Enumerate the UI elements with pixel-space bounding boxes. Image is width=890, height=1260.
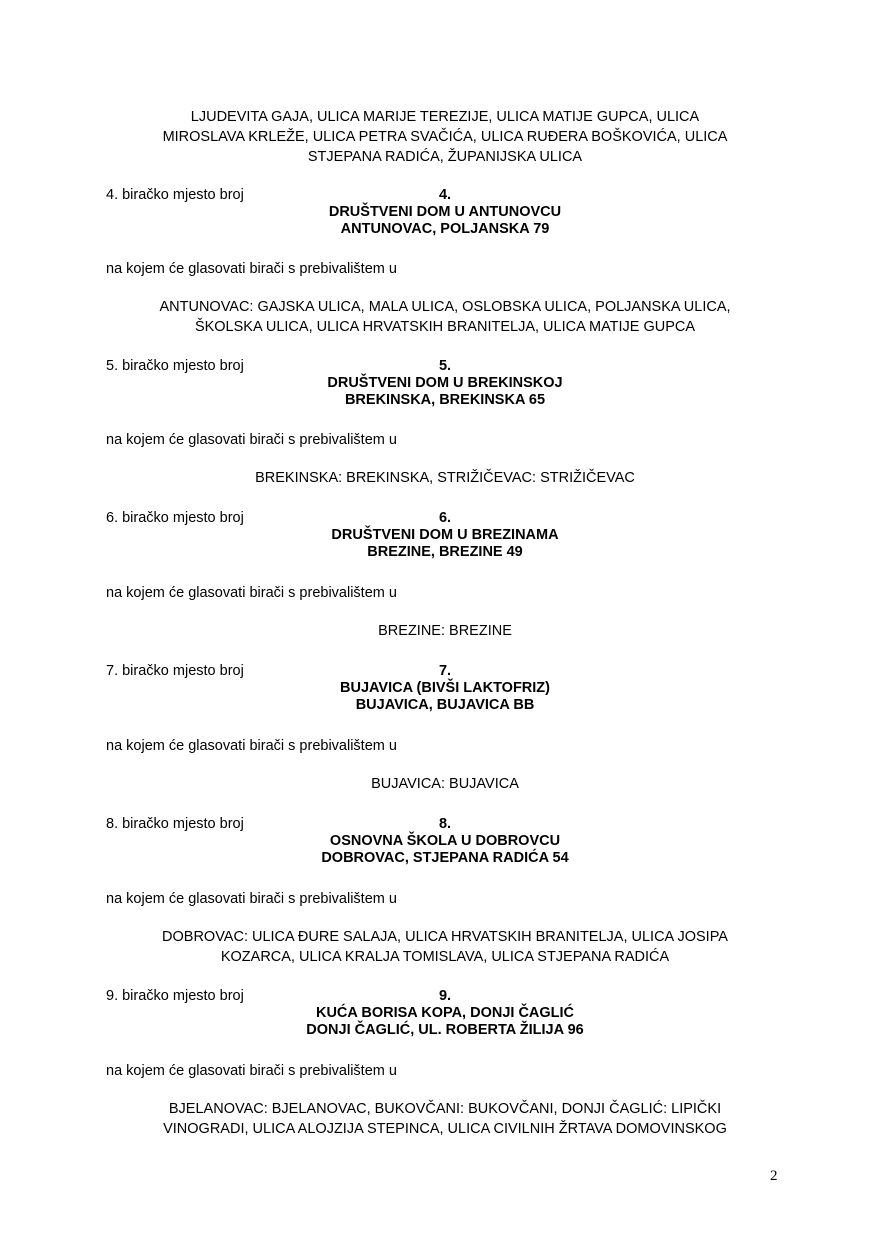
station-areas — [100, 468, 790, 488]
area-line: ŠKOLSKA ULICA, ULICA HRVATSKIH BRANITELJA, ULICA MATIJE GUPCA — [194, 319, 696, 335]
station-number: 7. — [438, 663, 452, 679]
station-name: DRUŠTVENI DOM U BREKINSKOJ — [327, 375, 563, 391]
area-line: DOBROVAC: ULICA ĐURE SALAJA, ULICA HRVATSKIH BRANITELJA, ULICA JOSIPA — [162, 929, 728, 945]
station-heading — [250, 816, 640, 867]
station-heading — [250, 510, 640, 561]
intro-streets-block — [100, 107, 790, 167]
area-line: KOZARCA, ULICA KRALJA TOMISLAVA, ULICA STJEPANA RADIĆA — [220, 949, 670, 965]
station-address: DONJI ČAGLIĆ, UL. ROBERTA ŽILIJA 96 — [306, 1022, 584, 1038]
station-number: 5. — [438, 358, 452, 374]
station-label: 4. biračko mjesto broj — [106, 187, 244, 203]
station-label: 6. biračko mjesto broj — [106, 510, 244, 526]
station-address: BREKINSKA, BREKINSKA 65 — [344, 392, 546, 408]
voters-text: na kojem će glasovati birači s prebivalištem u — [106, 261, 397, 277]
station-name: OSNOVNA ŠKOLA U DOBROVCU — [329, 833, 561, 849]
station-name: DRUŠTVENI DOM U BREZINAMA — [331, 527, 559, 543]
area-line: BJELANOVAC: BJELANOVAC, BUKOVČANI: BUKOVČANI, DONJI ČAGLIĆ: LIPIČKI — [168, 1101, 722, 1117]
station-label: 7. biračko mjesto broj — [106, 663, 244, 679]
station-areas — [100, 1099, 790, 1139]
intro-line: LJUDEVITA GAJA, ULICA MARIJE TEREZIJE, ULICA MATIJE GUPCA, ULICA — [190, 109, 700, 125]
station-label: 5. biračko mjesto broj — [106, 358, 244, 374]
voters-text: na kojem će glasovati birači s prebivalištem u — [106, 1063, 397, 1079]
station-areas — [100, 774, 790, 794]
station-number: 9. — [438, 988, 452, 1004]
page-number: 2 — [770, 1168, 778, 1184]
station-heading — [250, 988, 640, 1039]
station-address: DOBROVAC, STJEPANA RADIĆA 54 — [321, 850, 569, 866]
station-number: 4. — [438, 187, 452, 203]
station-label: 8. biračko mjesto broj — [106, 816, 244, 832]
station-name: BUJAVICA (BIVŠI LAKTOFRIZ) — [340, 680, 550, 696]
intro-line: MIROSLAVA KRLEŽE, ULICA PETRA SVAČIĆA, ULICA RUĐERA BOŠKOVIĆA, ULICA — [162, 129, 728, 145]
station-number: 6. — [438, 510, 452, 526]
station-areas — [100, 621, 790, 641]
station-label: 9. biračko mjesto broj — [106, 988, 244, 1004]
station-address: BUJAVICA, BUJAVICA BB — [355, 697, 535, 713]
station-address: BREZINE, BREZINE 49 — [367, 544, 523, 560]
station-name: DRUŠTVENI DOM U ANTUNOVCU — [328, 204, 562, 220]
voters-text: na kojem će glasovati birači s prebivalištem u — [106, 432, 397, 448]
area-line: BREZINE: BREZINE — [378, 623, 512, 639]
station-heading — [250, 358, 640, 409]
voters-text: na kojem će glasovati birači s prebivalištem u — [106, 585, 397, 601]
station-heading — [250, 187, 640, 238]
station-areas — [100, 297, 790, 337]
station-heading — [250, 663, 640, 714]
station-number: 8. — [438, 816, 452, 832]
intro-line: STJEPANA RADIĆA, ŽUPANIJSKA ULICA — [307, 149, 583, 165]
area-line: BUJAVICA: BUJAVICA — [371, 776, 519, 792]
area-line: ANTUNOVAC: GAJSKA ULICA, MALA ULICA, OSLOBSKA ULICA, POLJANSKA ULICA, — [159, 299, 731, 315]
station-name: KUĆA BORISA KOPA, DONJI ČAGLIĆ — [315, 1005, 575, 1021]
area-line: BREKINSKA: BREKINSKA, STRIŽIČEVAC: STRIŽIČEVAC — [255, 470, 635, 486]
area-line: VINOGRADI, ULICA ALOJZIJA STEPINCA, ULICA CIVILNIH ŽRTAVA DOMOVINSKOG — [163, 1121, 727, 1137]
station-address: ANTUNOVAC, POLJANSKA 79 — [340, 221, 550, 237]
voters-text: na kojem će glasovati birači s prebivalištem u — [106, 738, 397, 754]
voters-text: na kojem će glasovati birači s prebivalištem u — [106, 891, 397, 907]
station-areas — [100, 927, 790, 967]
